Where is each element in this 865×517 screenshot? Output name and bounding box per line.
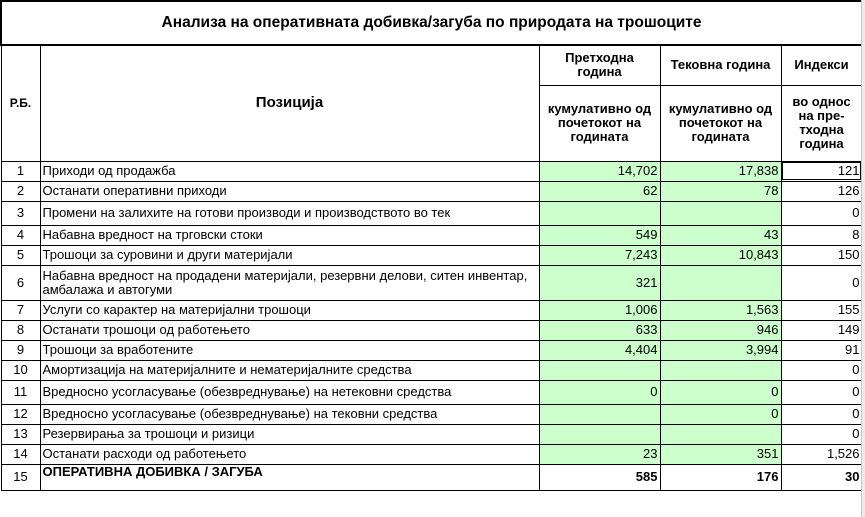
index-cell[interactable]: 8 bbox=[781, 225, 862, 245]
index-cell[interactable]: 0 bbox=[781, 404, 862, 424]
prev-year-cell[interactable]: 633 bbox=[539, 320, 660, 340]
index-cell[interactable]: 91 bbox=[781, 340, 862, 360]
prev-year-cell[interactable]: 14,702 bbox=[539, 161, 660, 181]
position-cell[interactable]: Амортизација на материјалните и нематеријалните средства bbox=[40, 360, 539, 380]
header-curr-year[interactable]: Тековна година bbox=[660, 45, 781, 85]
index-cell[interactable]: 0 bbox=[781, 424, 862, 444]
index-cell[interactable]: 0 bbox=[781, 360, 862, 380]
position-cell[interactable]: Останати оперативни приходи bbox=[40, 181, 539, 201]
curr-year-cell[interactable]: 946 bbox=[660, 320, 781, 340]
vertical-scroll-edge[interactable] bbox=[861, 0, 865, 517]
prev-year-cell[interactable] bbox=[539, 201, 660, 225]
curr-year-cell[interactable]: 10,843 bbox=[660, 245, 781, 265]
total-index-cell[interactable]: 30 bbox=[781, 464, 862, 490]
table-row bbox=[1, 424, 862, 444]
position-cell[interactable]: Набавна вредност на трговски стоки bbox=[40, 225, 539, 245]
table-row bbox=[1, 404, 862, 424]
row-number-cell[interactable]: 11 bbox=[1, 380, 40, 404]
table-row bbox=[1, 201, 862, 225]
row-number-cell[interactable]: 5 bbox=[1, 245, 40, 265]
row-number-cell[interactable]: 9 bbox=[1, 340, 40, 360]
row-number-cell[interactable]: 4 bbox=[1, 225, 40, 245]
row-number-cell[interactable]: 14 bbox=[1, 444, 40, 464]
curr-year-cell[interactable]: 0 bbox=[660, 380, 781, 404]
row-number-cell[interactable]: 1 bbox=[1, 161, 40, 181]
curr-year-cell[interactable]: 3,994 bbox=[660, 340, 781, 360]
prev-year-cell[interactable]: 4,404 bbox=[539, 340, 660, 360]
position-cell[interactable]: Трошоци за суровини и други материјали bbox=[40, 245, 539, 265]
position-cell[interactable]: Резервирања за трошоци и ризици bbox=[40, 424, 539, 444]
table-row bbox=[1, 265, 862, 300]
row-number-cell[interactable]: 10 bbox=[1, 360, 40, 380]
position-cell[interactable]: Вредносно усогласување (обезвреднување) на тековни средства bbox=[40, 404, 539, 424]
position-cell[interactable]: Вредносно усогласување (обезвреднување) на нетековни средства bbox=[40, 380, 539, 404]
curr-year-cell[interactable]: 43 bbox=[660, 225, 781, 245]
prev-year-cell[interactable]: 321 bbox=[539, 265, 660, 300]
index-cell[interactable]: 150 bbox=[781, 245, 862, 265]
curr-year-cell[interactable] bbox=[660, 201, 781, 225]
index-cell[interactable]: 0 bbox=[781, 380, 862, 404]
table-row bbox=[1, 161, 862, 181]
curr-year-cell[interactable] bbox=[660, 265, 781, 300]
row-number-cell[interactable]: 12 bbox=[1, 404, 40, 424]
table-row bbox=[1, 444, 862, 464]
row-number-cell[interactable]: 13 bbox=[1, 424, 40, 444]
table-row bbox=[1, 181, 862, 201]
table-row bbox=[1, 245, 862, 265]
position-cell[interactable]: Приходи од продажба bbox=[40, 161, 539, 181]
prev-year-cell[interactable]: 1,006 bbox=[539, 300, 660, 320]
table-row bbox=[1, 300, 862, 320]
table-row bbox=[1, 340, 862, 360]
position-cell[interactable]: Трошоци за вработените bbox=[40, 340, 539, 360]
curr-year-cell[interactable] bbox=[660, 424, 781, 444]
prev-year-cell[interactable] bbox=[539, 360, 660, 380]
position-cell[interactable]: Услуги со карактер на материјални трошоци bbox=[40, 300, 539, 320]
prev-year-cell[interactable]: 7,243 bbox=[539, 245, 660, 265]
table-row bbox=[1, 360, 862, 380]
prev-year-cell[interactable] bbox=[539, 424, 660, 444]
index-cell[interactable]: 155 bbox=[781, 300, 862, 320]
header-cumulative-curr[interactable]: кумулативно од почетокот на годината bbox=[660, 85, 781, 161]
row-number-cell[interactable]: 6 bbox=[1, 265, 40, 300]
position-cell[interactable]: Останати трошоци од работењето bbox=[40, 320, 539, 340]
prev-year-cell[interactable]: 0 bbox=[539, 380, 660, 404]
header-indices[interactable]: Индекси bbox=[781, 45, 862, 85]
prev-year-cell[interactable] bbox=[539, 404, 660, 424]
curr-year-cell[interactable]: 351 bbox=[660, 444, 781, 464]
prev-year-cell[interactable]: 62 bbox=[539, 181, 660, 201]
position-cell[interactable]: Промени на залихите на готови производи и производството во тек bbox=[40, 201, 539, 225]
total-number-cell[interactable]: 15 bbox=[1, 464, 40, 490]
row-number-cell[interactable]: 2 bbox=[1, 181, 40, 201]
index-cell[interactable]: 126 bbox=[781, 181, 862, 201]
index-cell[interactable]: 0 bbox=[781, 265, 862, 300]
index-cell[interactable]: 1,526 bbox=[781, 444, 862, 464]
index-cell[interactable]: 0 bbox=[781, 201, 862, 225]
prev-year-cell[interactable]: 549 bbox=[539, 225, 660, 245]
header-prev-year[interactable]: Претходна година bbox=[539, 45, 660, 85]
total-label-cell[interactable]: ОПЕРАТИВНА ДОБИВКА / ЗАГУБА bbox=[40, 464, 539, 490]
table-row bbox=[1, 320, 862, 340]
row-number-cell[interactable]: 7 bbox=[1, 300, 40, 320]
total-curr-cell[interactable]: 176 bbox=[660, 464, 781, 490]
position-cell[interactable]: Набавна вредност на продадени материјали, резервни делови, ситен инвентар, амбалажа и автогуми bbox=[40, 265, 539, 300]
total-prev-cell[interactable]: 585 bbox=[539, 464, 660, 490]
curr-year-cell[interactable]: 1,563 bbox=[660, 300, 781, 320]
curr-year-cell[interactable] bbox=[660, 360, 781, 380]
prev-year-cell[interactable]: 23 bbox=[539, 444, 660, 464]
curr-year-cell[interactable]: 17,838 bbox=[660, 161, 781, 181]
table-row bbox=[1, 225, 862, 245]
curr-year-cell[interactable]: 78 bbox=[660, 181, 781, 201]
total-row bbox=[1, 464, 862, 490]
header-rb[interactable]: Р.Б. bbox=[1, 45, 40, 161]
header-cumulative-prev[interactable]: кумулативно од почетокот на годината bbox=[539, 85, 660, 161]
report-title[interactable]: Анализа на оперативната добивка/загуба по природата на трошоците bbox=[1, 1, 862, 45]
row-number-cell[interactable]: 3 bbox=[1, 201, 40, 225]
index-cell[interactable]: 149 bbox=[781, 320, 862, 340]
row-number-cell[interactable]: 8 bbox=[1, 320, 40, 340]
position-cell[interactable]: Останати расходи од работењето bbox=[40, 444, 539, 464]
index-cell[interactable]: 121 bbox=[781, 161, 862, 181]
header-index-sub[interactable]: во однос на пре-тходна година bbox=[781, 85, 862, 161]
table-row bbox=[1, 380, 862, 404]
curr-year-cell[interactable]: 0 bbox=[660, 404, 781, 424]
header-position[interactable]: Позиција bbox=[40, 45, 539, 161]
